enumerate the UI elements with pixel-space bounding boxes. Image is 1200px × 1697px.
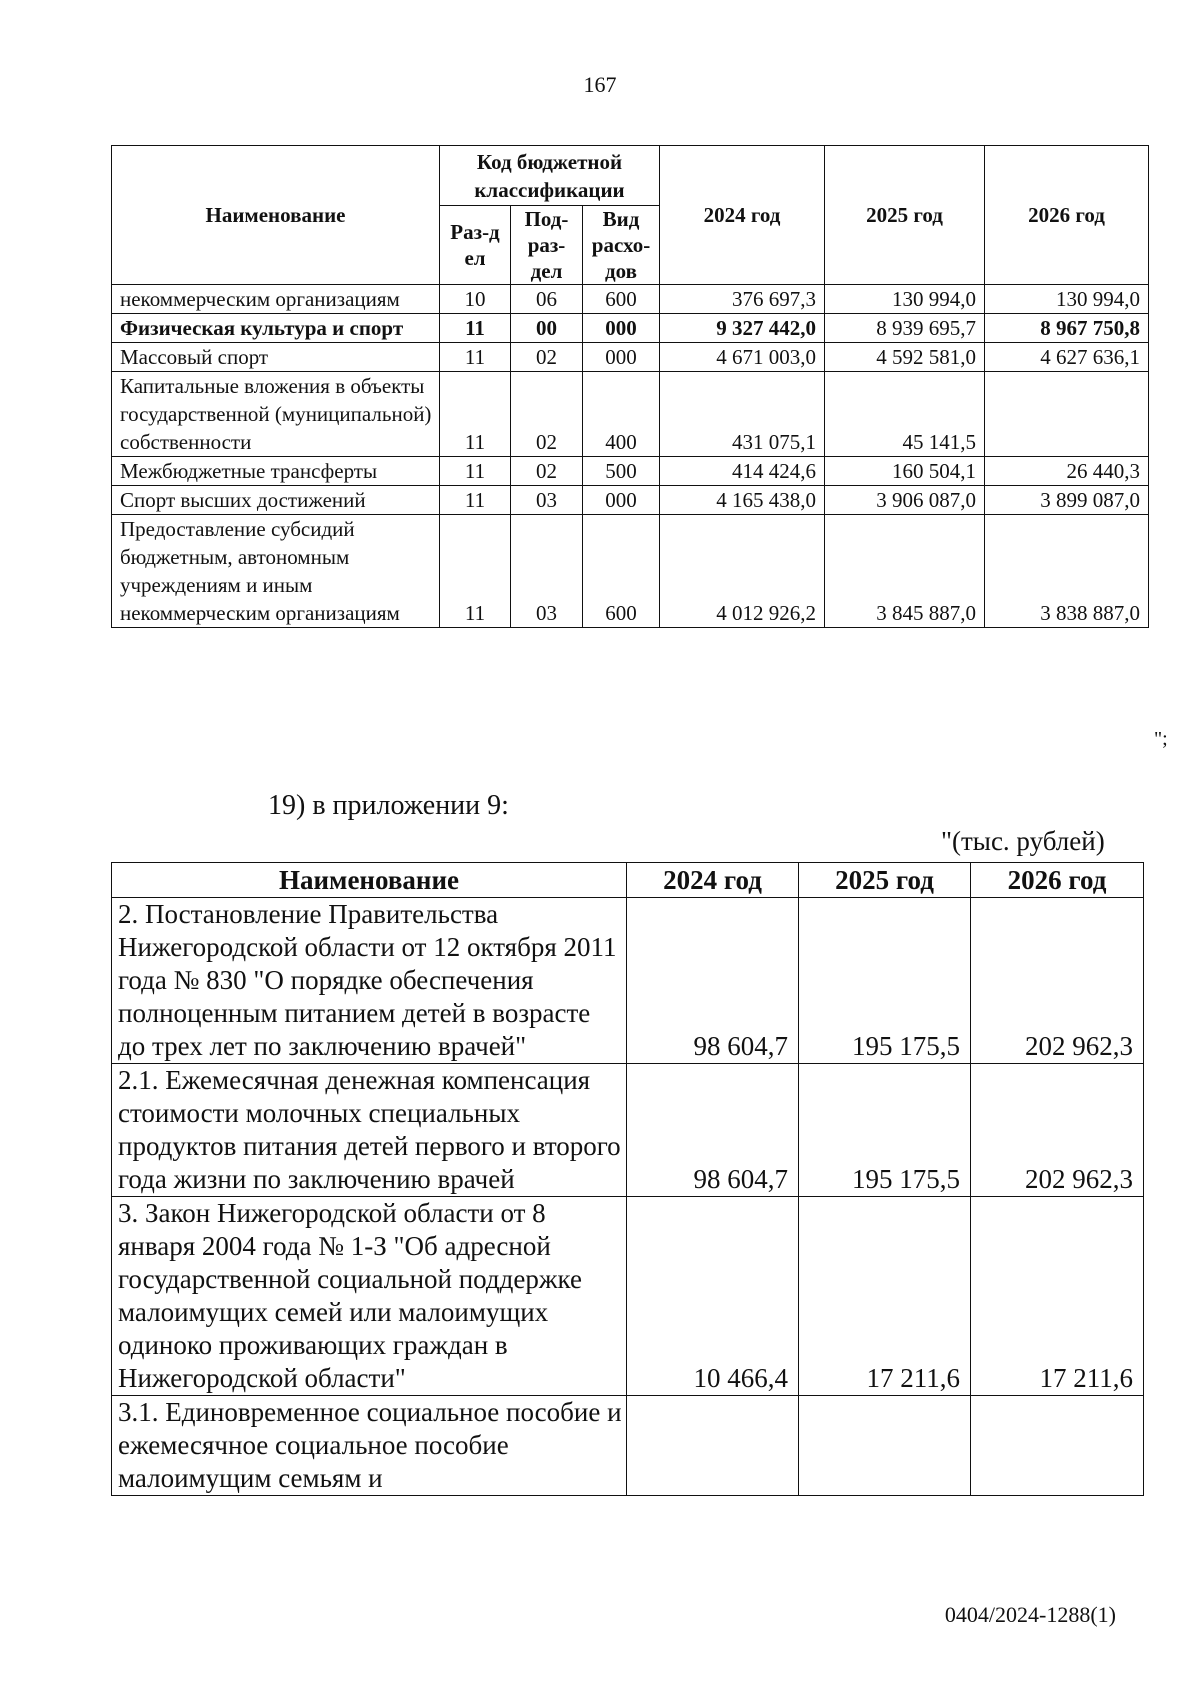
row-podrazdel: 06 — [511, 285, 583, 314]
header-vid-rashodov-text: Вид расхо-дов — [591, 207, 651, 283]
row-2026: 130 994,0 — [985, 285, 1149, 314]
row-2026: 202 962,3 — [971, 1064, 1144, 1197]
row-2024: 4 671 003,0 — [660, 343, 825, 372]
header-vid-rashodov — [583, 206, 660, 285]
row-vid: 500 — [583, 457, 660, 486]
row-vid: 600 — [583, 515, 660, 628]
row-2025: 130 994,0 — [825, 285, 985, 314]
page-number: 167 — [583, 72, 617, 97]
row-podrazdel: 02 — [511, 457, 583, 486]
row-name: Физическая культура и спорт — [112, 314, 440, 343]
table-row — [112, 515, 1149, 628]
row-2026: 17 211,6 — [971, 1197, 1144, 1396]
row-2026: 202 962,3 — [971, 898, 1144, 1064]
table-row — [112, 343, 1149, 372]
row-2025: 8 939 695,7 — [825, 314, 985, 343]
header-name: Наименование — [112, 146, 440, 285]
table-row — [112, 314, 1149, 343]
row-name: Предоставление субсидий бюджетным, автономным учреждениям и иным некоммерческим организациям — [112, 515, 440, 628]
appendix-9-table — [111, 862, 1144, 1496]
row-name: Капитальные вложения в объекты государственной (муниципальной) собственности — [112, 372, 440, 457]
row-2025: 195 175,5 — [799, 898, 971, 1064]
row-podrazdel: 00 — [511, 314, 583, 343]
row-2024: 4 165 438,0 — [660, 486, 825, 515]
header-name: Наименование — [112, 863, 627, 898]
row-name: 2.1. Ежемесячная денежная компенсация стоимости молочных специальных продуктов питания детей первого и второго года жизни по заключению врачей — [112, 1064, 627, 1197]
table-row — [112, 285, 1149, 314]
row-2025: 160 504,1 — [825, 457, 985, 486]
row-podrazdel: 03 — [511, 486, 583, 515]
row-2025 — [799, 1396, 971, 1496]
row-2024: 414 424,6 — [660, 457, 825, 486]
row-razdel: 11 — [440, 486, 511, 515]
row-2024: 9 327 442,0 — [660, 314, 825, 343]
row-podrazdel: 02 — [511, 372, 583, 457]
header-razdel — [440, 206, 511, 285]
header-2025: 2025 год — [825, 146, 985, 285]
row-2025: 45 141,5 — [825, 372, 985, 457]
row-2026: 4 627 636,1 — [985, 343, 1149, 372]
table-row — [112, 1197, 1144, 1396]
table-row — [112, 486, 1149, 515]
row-podrazdel: 02 — [511, 343, 583, 372]
header-code-group: Код бюджетной классификации — [440, 146, 660, 206]
budget-classification-table — [111, 145, 1149, 628]
row-razdel: 10 — [440, 285, 511, 314]
row-vid: 400 — [583, 372, 660, 457]
header-2024: 2024 год — [627, 863, 799, 898]
header-podrazdel-text: Под-раз-дел — [524, 207, 569, 283]
row-2024: 98 604,7 — [627, 1064, 799, 1197]
table-row — [112, 372, 1149, 457]
header-razdel-text: Раз-дел — [450, 220, 500, 270]
row-2024: 98 604,7 — [627, 898, 799, 1064]
row-2024: 10 466,4 — [627, 1197, 799, 1396]
units-label: "(тыс. рублей) — [941, 826, 1105, 856]
row-vid: 000 — [583, 343, 660, 372]
row-2024 — [627, 1396, 799, 1496]
row-2025: 3 845 887,0 — [825, 515, 985, 628]
document-number: 0404/2024-1288(1) — [944, 1602, 1116, 1627]
row-2026: 3 899 087,0 — [985, 486, 1149, 515]
row-2026: 26 440,3 — [985, 457, 1149, 486]
row-2024: 376 697,3 — [660, 285, 825, 314]
row-razdel: 11 — [440, 457, 511, 486]
row-2026 — [985, 372, 1149, 457]
header-2024: 2024 год — [660, 146, 825, 285]
row-name: Массовый спорт — [112, 343, 440, 372]
row-2026: 8 967 750,8 — [985, 314, 1149, 343]
row-name: 3.1. Единовременное социальное пособие и ежемесячное социальное пособие малоимущим семьям и — [112, 1396, 627, 1496]
header-podrazdel — [511, 206, 583, 285]
point-title: 19) в приложении 9: — [268, 790, 509, 821]
row-2025: 4 592 581,0 — [825, 343, 985, 372]
row-name: 3. Закон Нижегородской области от 8 января 2004 года № 1-З "Об адресной государственной социальной поддержке малоимущих семей или малоимущих одиноко проживающих граждан в Нижегородской области" — [112, 1197, 627, 1396]
row-vid: 000 — [583, 486, 660, 515]
row-2026 — [971, 1396, 1144, 1496]
row-2024: 431 075,1 — [660, 372, 825, 457]
row-vid: 600 — [583, 285, 660, 314]
row-name: Спорт высших достижений — [112, 486, 440, 515]
table-row — [112, 1064, 1144, 1197]
row-name: Межбюджетные трансферты — [112, 457, 440, 486]
closing-quote-mark: "; — [1154, 728, 1168, 750]
row-2025: 17 211,6 — [799, 1197, 971, 1396]
header-2026: 2026 год — [985, 146, 1149, 285]
row-razdel: 11 — [440, 515, 511, 628]
header-2026: 2026 год — [971, 863, 1144, 898]
table-row — [112, 898, 1144, 1064]
row-2025: 195 175,5 — [799, 1064, 971, 1197]
row-2024: 4 012 926,2 — [660, 515, 825, 628]
header-2025: 2025 год — [799, 863, 971, 898]
row-podrazdel: 03 — [511, 515, 583, 628]
table-row — [112, 457, 1149, 486]
row-2026: 3 838 887,0 — [985, 515, 1149, 628]
row-name: некоммерческим организациям — [112, 285, 440, 314]
row-vid: 000 — [583, 314, 660, 343]
row-razdel: 11 — [440, 372, 511, 457]
row-name: 2. Постановление Правительства Нижегородской области от 12 октября 2011 года № 830 "О порядке обеспечения полноценным питанием детей в возрасте до трех лет по заключению врачей" — [112, 898, 627, 1064]
row-razdel: 11 — [440, 314, 511, 343]
row-razdel: 11 — [440, 343, 511, 372]
table-row — [112, 1396, 1144, 1496]
row-2025: 3 906 087,0 — [825, 486, 985, 515]
